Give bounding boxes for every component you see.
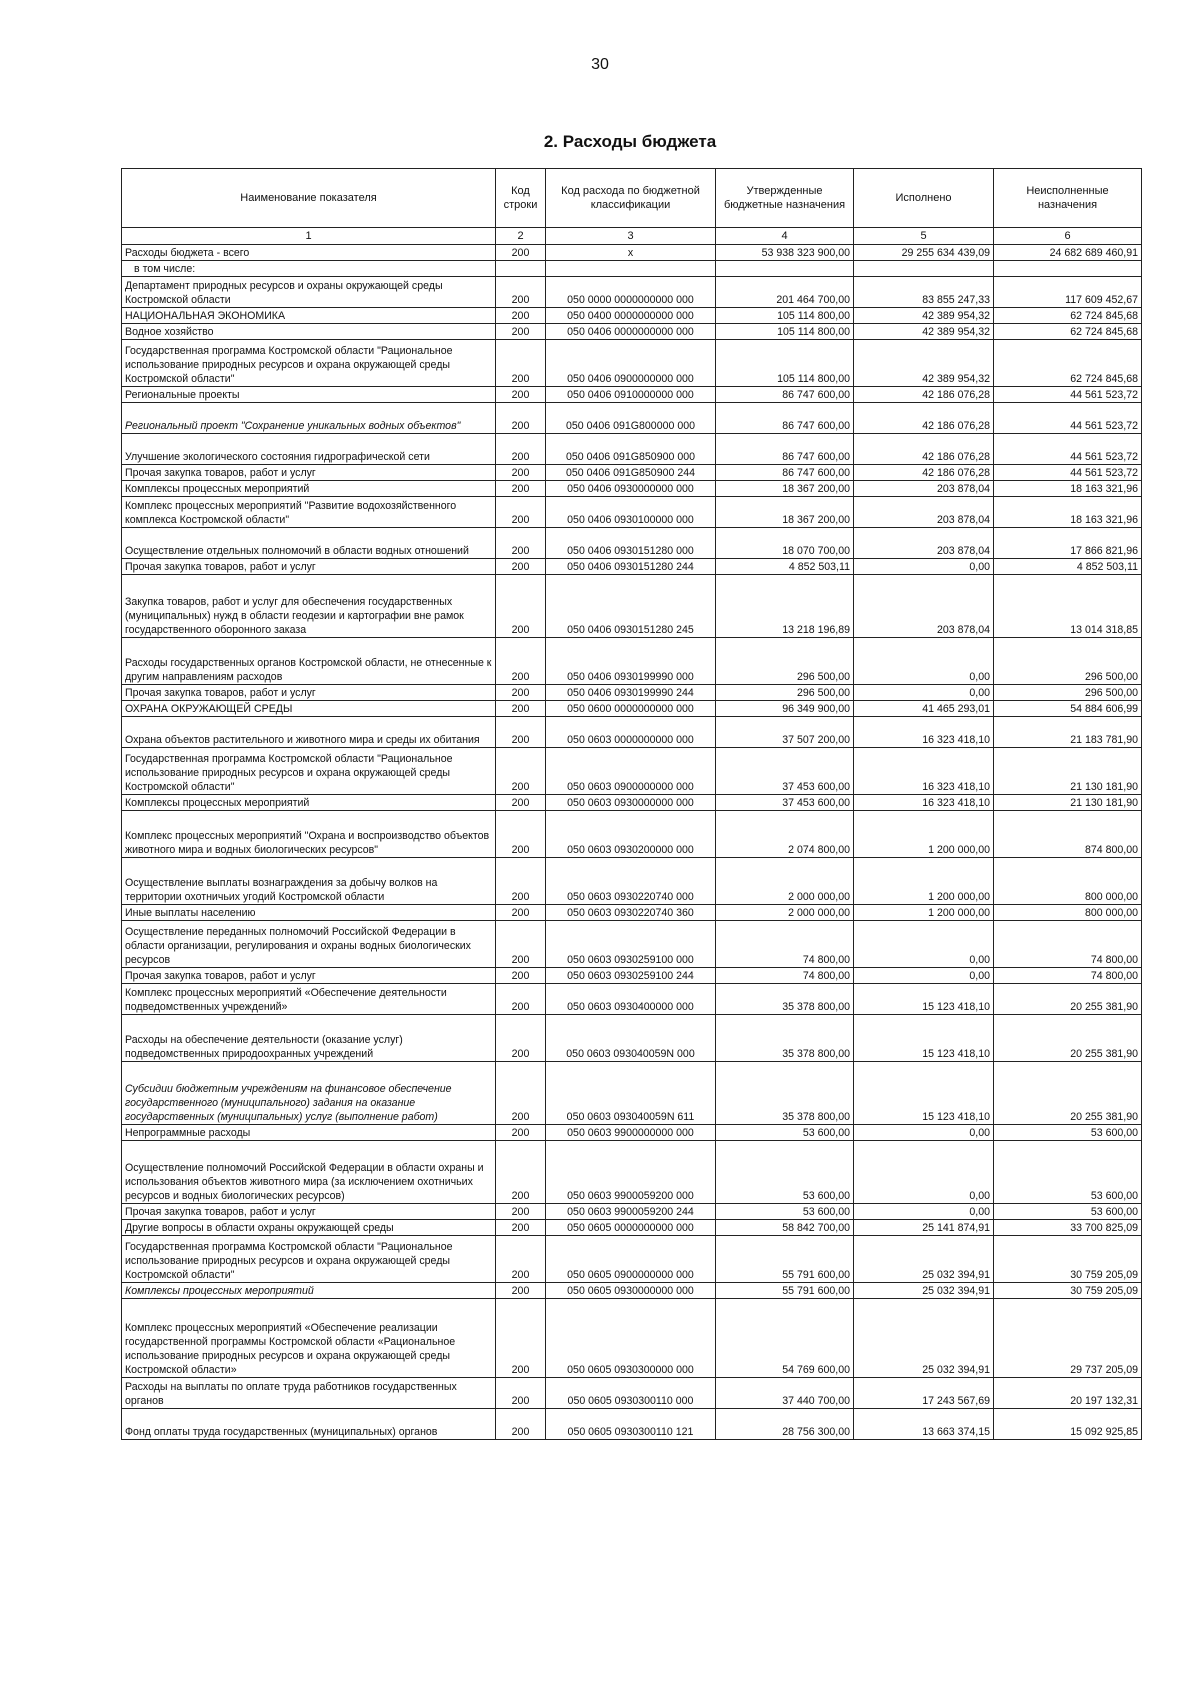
row-approved: 28 756 300,00: [716, 1409, 854, 1440]
row-approved: 53 600,00: [716, 1204, 854, 1220]
row-classification: 050 0406 0910000000 000: [546, 387, 716, 403]
row-code: 200: [496, 559, 546, 575]
table-row: [122, 1062, 1142, 1125]
row-code: 200: [496, 465, 546, 481]
row-unexecuted: 296 500,00: [994, 685, 1142, 701]
table-row: [122, 717, 1142, 748]
row-name: Прочая закупка товаров, работ и услуг: [122, 465, 496, 481]
row-name: Департамент природных ресурсов и охраны окружающей среды Костромской области: [122, 277, 496, 308]
row-classification: 050 0603 0930400000 000: [546, 984, 716, 1015]
row-name: Закупка товаров, работ и услуг для обеспечения государственных (муниципальных) нужд в области геодезии и картографии вне рамок государственного оборонного заказа: [122, 575, 496, 638]
row-code: 200: [496, 575, 546, 638]
row-classification: 050 0406 091G850900 244: [546, 465, 716, 481]
row-approved: 105 114 800,00: [716, 340, 854, 387]
row-approved: 53 600,00: [716, 1125, 854, 1141]
column-number: 6: [994, 228, 1142, 245]
row-unexecuted: 18 163 321,96: [994, 481, 1142, 497]
row-executed: 25 141 874,91: [854, 1220, 994, 1236]
page-number: 30: [591, 56, 609, 73]
row-classification: 050 0603 0930000000 000: [546, 795, 716, 811]
row-executed: 1 200 000,00: [854, 811, 994, 858]
row-executed: 17 243 567,69: [854, 1378, 994, 1409]
row-approved: 53 600,00: [716, 1141, 854, 1204]
row-classification: 050 0400 0000000000 000: [546, 308, 716, 324]
row-executed: 16 323 418,10: [854, 748, 994, 795]
row-code: 200: [496, 403, 546, 434]
row-classification: 050 0406 091G800000 000: [546, 403, 716, 434]
row-approved: 96 349 900,00: [716, 701, 854, 717]
row-classification: 050 0603 0900000000 000: [546, 748, 716, 795]
row-executed: [854, 261, 994, 277]
table-row: [122, 559, 1142, 575]
row-approved: 53 938 323 900,00: [716, 245, 854, 261]
column-number: 2: [496, 228, 546, 245]
row-unexecuted: 44 561 523,72: [994, 434, 1142, 465]
row-executed: 41 465 293,01: [854, 701, 994, 717]
column-number: 1: [122, 228, 496, 245]
row-approved: 86 747 600,00: [716, 465, 854, 481]
row-unexecuted: 74 800,00: [994, 968, 1142, 984]
row-classification: 050 0605 0930300110 000: [546, 1378, 716, 1409]
row-name: Улучшение экологического состояния гидрографической сети: [122, 434, 496, 465]
row-classification: 050 0603 0000000000 000: [546, 717, 716, 748]
row-unexecuted: 17 866 821,96: [994, 528, 1142, 559]
row-classification: 050 0603 0930200000 000: [546, 811, 716, 858]
row-name: Государственная программа Костромской области "Рациональное использование природных ресурсов и охрана окружающей среды Костромской области": [122, 1236, 496, 1283]
row-unexecuted: 117 609 452,67: [994, 277, 1142, 308]
row-name: Комплексы процессных мероприятий: [122, 481, 496, 497]
row-executed: 0,00: [854, 1204, 994, 1220]
row-approved: 296 500,00: [716, 685, 854, 701]
row-unexecuted: 62 724 845,68: [994, 340, 1142, 387]
row-unexecuted: 62 724 845,68: [994, 308, 1142, 324]
table-header-row: [122, 169, 1142, 228]
table-row: [122, 1378, 1142, 1409]
table-row: [122, 434, 1142, 465]
row-approved: 37 453 600,00: [716, 795, 854, 811]
row-approved: 105 114 800,00: [716, 308, 854, 324]
row-approved: 86 747 600,00: [716, 403, 854, 434]
row-classification: 050 0603 0930259100 244: [546, 968, 716, 984]
row-classification: 050 0603 0930259100 000: [546, 921, 716, 968]
row-approved: 18 367 200,00: [716, 481, 854, 497]
row-executed: 13 663 374,15: [854, 1409, 994, 1440]
row-name: Комплексы процессных мероприятий: [122, 1283, 496, 1299]
table-row: [122, 905, 1142, 921]
row-executed: 0,00: [854, 1125, 994, 1141]
row-name: Комплекс процессных мероприятий "Охрана и воспроизводство объектов животного мира и водных биологических ресурсов": [122, 811, 496, 858]
header-indicator-name: Наименование показателя: [122, 169, 496, 228]
row-code: 200: [496, 685, 546, 701]
row-approved: 74 800,00: [716, 921, 854, 968]
row-code: 200: [496, 717, 546, 748]
row-classification: x: [546, 245, 716, 261]
row-unexecuted: 53 600,00: [994, 1141, 1142, 1204]
column-number: 3: [546, 228, 716, 245]
row-code: 200: [496, 528, 546, 559]
header-line-code: Код строки: [496, 169, 546, 228]
row-classification: 050 0406 0930100000 000: [546, 497, 716, 528]
row-name: Другие вопросы в области охраны окружающей среды: [122, 1220, 496, 1236]
row-code: 200: [496, 811, 546, 858]
row-classification: 050 0605 0930000000 000: [546, 1283, 716, 1299]
row-executed: 42 389 954,32: [854, 340, 994, 387]
table-row: [122, 795, 1142, 811]
row-code: 200: [496, 245, 546, 261]
row-classification: 050 0406 0900000000 000: [546, 340, 716, 387]
row-name: Непрограммные расходы: [122, 1125, 496, 1141]
table-row: [122, 1015, 1142, 1062]
row-approved: 54 769 600,00: [716, 1299, 854, 1378]
table-row: [122, 340, 1142, 387]
row-executed: 0,00: [854, 968, 994, 984]
row-executed: 25 032 394,91: [854, 1283, 994, 1299]
row-name: Комплекс процессных мероприятий "Развитие водохозяйственного комплекса Костромской области": [122, 497, 496, 528]
row-code: 200: [496, 1299, 546, 1378]
row-name: Фонд оплаты труда государственных (муниципальных) органов: [122, 1409, 496, 1440]
row-unexecuted: 53 600,00: [994, 1125, 1142, 1141]
header-unexecuted: Неисполненные назначения: [994, 169, 1142, 228]
table-row: [122, 465, 1142, 481]
row-classification: 050 0600 0000000000 000: [546, 701, 716, 717]
row-code: 200: [496, 1204, 546, 1220]
row-name: Осуществление выплаты вознаграждения за добычу волков на территории охотничьих угодий Костромской области: [122, 858, 496, 905]
table-row: [122, 528, 1142, 559]
row-classification: 050 0605 0900000000 000: [546, 1236, 716, 1283]
row-executed: 0,00: [854, 685, 994, 701]
table-row: [122, 858, 1142, 905]
row-code: 200: [496, 497, 546, 528]
row-code: 200: [496, 324, 546, 340]
row-name: Региональные проекты: [122, 387, 496, 403]
row-classification: 050 0603 0930220740 360: [546, 905, 716, 921]
row-executed: 1 200 000,00: [854, 858, 994, 905]
header-approved: Утвержденные бюджетные назначения: [716, 169, 854, 228]
row-name: Охрана объектов растительного и животного мира и среды их обитания: [122, 717, 496, 748]
row-unexecuted: 4 852 503,11: [994, 559, 1142, 575]
table-row: [122, 261, 1142, 277]
row-unexecuted: [994, 261, 1142, 277]
column-number: 5: [854, 228, 994, 245]
row-unexecuted: 24 682 689 460,91: [994, 245, 1142, 261]
row-executed: 203 878,04: [854, 575, 994, 638]
row-unexecuted: 18 163 321,96: [994, 497, 1142, 528]
row-unexecuted: 20 255 381,90: [994, 1015, 1142, 1062]
table-row: [122, 1236, 1142, 1283]
table-row: [122, 497, 1142, 528]
row-unexecuted: 30 759 205,09: [994, 1283, 1142, 1299]
section-title: 2. Расходы бюджета: [543, 132, 717, 151]
row-executed: 1 200 000,00: [854, 905, 994, 921]
row-unexecuted: 800 000,00: [994, 905, 1142, 921]
row-name: Прочая закупка товаров, работ и услуг: [122, 685, 496, 701]
row-unexecuted: 33 700 825,09: [994, 1220, 1142, 1236]
row-approved: 35 378 800,00: [716, 1062, 854, 1125]
column-number: 4: [716, 228, 854, 245]
row-classification: 050 0406 0930151280 244: [546, 559, 716, 575]
row-unexecuted: 53 600,00: [994, 1204, 1142, 1220]
row-classification: 050 0603 093040059N 000: [546, 1015, 716, 1062]
row-classification: 050 0603 093040059N 611: [546, 1062, 716, 1125]
table-row: [122, 638, 1142, 685]
row-unexecuted: 296 500,00: [994, 638, 1142, 685]
row-unexecuted: 21 130 181,90: [994, 795, 1142, 811]
row-code: 200: [496, 340, 546, 387]
row-executed: 29 255 634 439,09: [854, 245, 994, 261]
row-classification: 050 0603 0930220740 000: [546, 858, 716, 905]
header-executed: Исполнено: [854, 169, 994, 228]
row-approved: 37 453 600,00: [716, 748, 854, 795]
row-approved: 86 747 600,00: [716, 434, 854, 465]
row-code: 200: [496, 1141, 546, 1204]
row-approved: 105 114 800,00: [716, 324, 854, 340]
row-approved: 37 507 200,00: [716, 717, 854, 748]
row-executed: 0,00: [854, 638, 994, 685]
table-row: [122, 921, 1142, 968]
row-classification: 050 0406 0930151280 000: [546, 528, 716, 559]
row-approved: 55 791 600,00: [716, 1236, 854, 1283]
row-approved: 86 747 600,00: [716, 387, 854, 403]
row-executed: 42 389 954,32: [854, 308, 994, 324]
row-classification: 050 0406 0930000000 000: [546, 481, 716, 497]
row-unexecuted: 44 561 523,72: [994, 465, 1142, 481]
header-classification-code: Код расхода по бюджетной классификации: [546, 169, 716, 228]
row-code: 200: [496, 1283, 546, 1299]
table-row: [122, 481, 1142, 497]
table-row: [122, 324, 1142, 340]
row-code: 200: [496, 795, 546, 811]
table-row: [122, 685, 1142, 701]
row-classification: 050 0603 9900000000 000: [546, 1125, 716, 1141]
table-row: [122, 1299, 1142, 1378]
row-approved: 55 791 600,00: [716, 1283, 854, 1299]
row-executed: 83 855 247,33: [854, 277, 994, 308]
row-classification: 050 0605 0930300000 000: [546, 1299, 716, 1378]
table-row: [122, 308, 1142, 324]
row-unexecuted: 15 092 925,85: [994, 1409, 1142, 1440]
row-code: 200: [496, 921, 546, 968]
row-name: Региональный проект "Сохранение уникальных водных объектов": [122, 403, 496, 434]
row-unexecuted: 29 737 205,09: [994, 1299, 1142, 1378]
row-executed: 203 878,04: [854, 481, 994, 497]
row-code: 200: [496, 638, 546, 685]
table-row: [122, 1409, 1142, 1440]
row-executed: 25 032 394,91: [854, 1299, 994, 1378]
row-unexecuted: 21 183 781,90: [994, 717, 1142, 748]
table-row: [122, 277, 1142, 308]
row-executed: 16 323 418,10: [854, 717, 994, 748]
row-code: 200: [496, 984, 546, 1015]
table-row: [122, 1283, 1142, 1299]
table-row: [122, 403, 1142, 434]
row-approved: 18 070 700,00: [716, 528, 854, 559]
row-unexecuted: 62 724 845,68: [994, 324, 1142, 340]
row-executed: 0,00: [854, 559, 994, 575]
row-executed: 42 186 076,28: [854, 434, 994, 465]
row-code: 200: [496, 1062, 546, 1125]
row-code: 200: [496, 1236, 546, 1283]
table-row: [122, 1141, 1142, 1204]
row-unexecuted: 44 561 523,72: [994, 403, 1142, 434]
row-approved: 13 218 196,89: [716, 575, 854, 638]
row-approved: 2 000 000,00: [716, 858, 854, 905]
row-code: 200: [496, 905, 546, 921]
row-name: Комплекс процессных мероприятий «Обеспечение деятельности подведомственных учреждений»: [122, 984, 496, 1015]
row-executed: 42 186 076,28: [854, 403, 994, 434]
row-name: Субсидии бюджетным учреждениям на финансовое обеспечение государственного (муниципального) задания на оказание государственных (муниципальных) услуг (выполнение работ): [122, 1062, 496, 1125]
row-classification: [546, 261, 716, 277]
row-executed: 25 032 394,91: [854, 1236, 994, 1283]
row-approved: 35 378 800,00: [716, 984, 854, 1015]
row-approved: 2 074 800,00: [716, 811, 854, 858]
row-approved: 201 464 700,00: [716, 277, 854, 308]
row-classification: 050 0406 0930199990 244: [546, 685, 716, 701]
budget-expenditure-table: [121, 168, 1142, 1440]
row-executed: 15 123 418,10: [854, 1062, 994, 1125]
row-name: ОХРАНА ОКРУЖАЮЩЕЙ СРЕДЫ: [122, 701, 496, 717]
row-name: Расходы бюджета - всего: [122, 245, 496, 261]
row-classification: 050 0000 0000000000 000: [546, 277, 716, 308]
row-approved: 296 500,00: [716, 638, 854, 685]
row-name: Расходы государственных органов Костромской области, не отнесенные к другим направлениям расходов: [122, 638, 496, 685]
row-unexecuted: 20 197 132,31: [994, 1378, 1142, 1409]
row-name: Осуществление переданных полномочий Российской Федерации в области организации, регулирования и охраны водных биологических ресурсов: [122, 921, 496, 968]
row-unexecuted: 20 255 381,90: [994, 984, 1142, 1015]
row-unexecuted: 74 800,00: [994, 921, 1142, 968]
row-name: Государственная программа Костромской области "Рациональное использование природных ресурсов и охрана окружающей среды Костромской области": [122, 748, 496, 795]
row-unexecuted: 21 130 181,90: [994, 748, 1142, 795]
row-executed: 16 323 418,10: [854, 795, 994, 811]
column-number-row: [122, 228, 1142, 245]
row-code: 200: [496, 434, 546, 465]
row-unexecuted: 30 759 205,09: [994, 1236, 1142, 1283]
row-executed: 0,00: [854, 1141, 994, 1204]
row-name: в том числе:: [122, 261, 496, 277]
row-approved: 58 842 700,00: [716, 1220, 854, 1236]
row-code: 200: [496, 1378, 546, 1409]
row-classification: 050 0406 0930151280 245: [546, 575, 716, 638]
row-approved: 4 852 503,11: [716, 559, 854, 575]
table-row: [122, 811, 1142, 858]
row-executed: 42 389 954,32: [854, 324, 994, 340]
row-code: 200: [496, 481, 546, 497]
table-row: [122, 984, 1142, 1015]
table-row: [122, 748, 1142, 795]
row-classification: 050 0603 9900059200 244: [546, 1204, 716, 1220]
row-classification: 050 0605 0000000000 000: [546, 1220, 716, 1236]
row-name: НАЦИОНАЛЬНАЯ ЭКОНОМИКА: [122, 308, 496, 324]
row-name: Прочая закупка товаров, работ и услуг: [122, 1204, 496, 1220]
row-name: Расходы на обеспечение деятельности (оказание услуг) подведомственных природоохранных учреждений: [122, 1015, 496, 1062]
row-classification: 050 0406 0000000000 000: [546, 324, 716, 340]
table-row: [122, 701, 1142, 717]
table-row: [122, 387, 1142, 403]
row-name: Комплекс процессных мероприятий «Обеспечение реализации государственной программы Костромской области «Рациональное использование природных ресурсов и охрана окружающей среды Костромской области»: [122, 1299, 496, 1378]
row-executed: 203 878,04: [854, 528, 994, 559]
row-name: Прочая закупка товаров, работ и услуг: [122, 968, 496, 984]
table-row: [122, 245, 1142, 261]
row-approved: [716, 261, 854, 277]
row-approved: 35 378 800,00: [716, 1015, 854, 1062]
row-name: Иные выплаты населению: [122, 905, 496, 921]
table-row: [122, 1220, 1142, 1236]
row-code: 200: [496, 968, 546, 984]
row-code: 200: [496, 277, 546, 308]
row-approved: 74 800,00: [716, 968, 854, 984]
row-code: 200: [496, 1220, 546, 1236]
row-executed: 42 186 076,28: [854, 387, 994, 403]
row-code: 200: [496, 858, 546, 905]
row-name: Осуществление отдельных полномочий в области водных отношений: [122, 528, 496, 559]
row-unexecuted: 20 255 381,90: [994, 1062, 1142, 1125]
table-row: [122, 1204, 1142, 1220]
row-executed: 42 186 076,28: [854, 465, 994, 481]
row-code: 200: [496, 701, 546, 717]
table-row: [122, 968, 1142, 984]
row-classification: 050 0406 0930199990 000: [546, 638, 716, 685]
row-name: Водное хозяйство: [122, 324, 496, 340]
row-code: 200: [496, 1409, 546, 1440]
row-classification: 050 0605 0930300110 121: [546, 1409, 716, 1440]
row-classification: 050 0406 091G850900 000: [546, 434, 716, 465]
row-unexecuted: 13 014 318,85: [994, 575, 1142, 638]
row-executed: 203 878,04: [854, 497, 994, 528]
row-approved: 37 440 700,00: [716, 1378, 854, 1409]
row-code: 200: [496, 1125, 546, 1141]
row-classification: 050 0603 9900059200 000: [546, 1141, 716, 1204]
row-unexecuted: 54 884 606,99: [994, 701, 1142, 717]
row-name: Прочая закупка товаров, работ и услуг: [122, 559, 496, 575]
row-approved: 18 367 200,00: [716, 497, 854, 528]
row-name: Осуществление полномочий Российской Федерации в области охраны и использования объектов животного мира (за исключением охотничьих ресурсов и водных биологических ресурсов): [122, 1141, 496, 1204]
row-code: 200: [496, 1015, 546, 1062]
row-name: Расходы на выплаты по оплате труда работников государственных органов: [122, 1378, 496, 1409]
row-code: 200: [496, 387, 546, 403]
table-row: [122, 1125, 1142, 1141]
row-approved: 2 000 000,00: [716, 905, 854, 921]
table-row: [122, 575, 1142, 638]
row-code: [496, 261, 546, 277]
row-code: 200: [496, 748, 546, 795]
row-unexecuted: 800 000,00: [994, 858, 1142, 905]
row-unexecuted: 44 561 523,72: [994, 387, 1142, 403]
row-executed: 15 123 418,10: [854, 984, 994, 1015]
row-code: 200: [496, 308, 546, 324]
row-executed: 15 123 418,10: [854, 1015, 994, 1062]
row-name: Комплексы процессных мероприятий: [122, 795, 496, 811]
row-unexecuted: 874 800,00: [994, 811, 1142, 858]
row-name: Государственная программа Костромской области "Рациональное использование природных ресурсов и охрана окружающей среды Костромской области": [122, 340, 496, 387]
row-executed: 0,00: [854, 921, 994, 968]
